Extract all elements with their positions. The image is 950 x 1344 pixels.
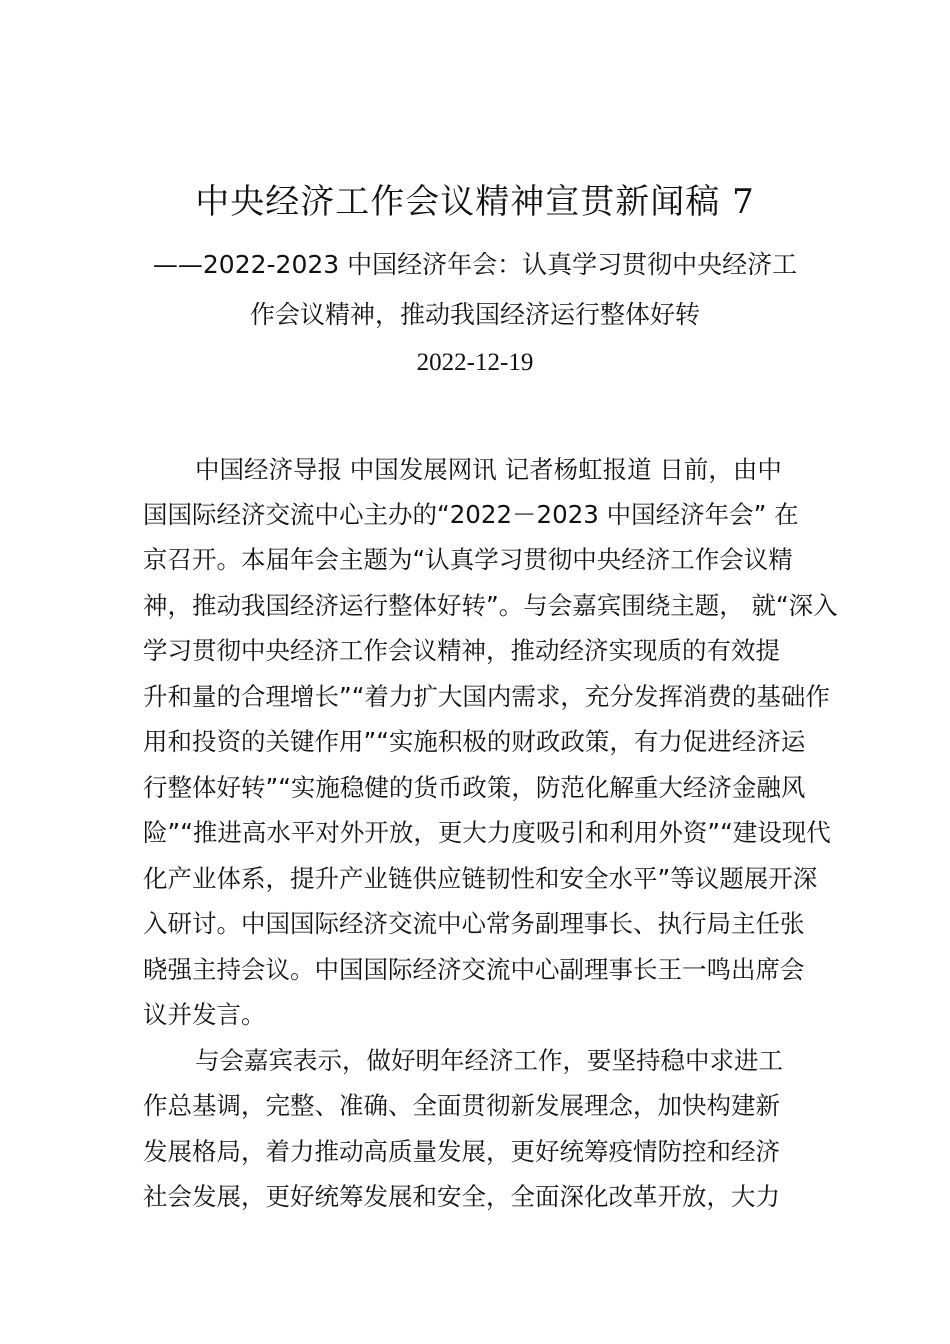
paragraph-line: 神，推动我国经济运行整体好转”。与会嘉宾围绕主题， 就“深入 <box>143 591 838 620</box>
paragraph-line: 入研讨。中国国际经济交流中心常务副理事长、执行局主任张 <box>143 909 805 938</box>
paragraph-line: 国国际经济交流中心主办的“2022－2023 中国经济年会” 在 <box>143 500 799 529</box>
paragraph-line: 化产业体系，提升产业链供应链韧性和安全水平”等议题展开深 <box>143 864 818 893</box>
paragraph-line: 社会发展，更好统筹发展和安全，全面深化改革开放，大力 <box>143 1182 780 1211</box>
paragraph-line: 京召开。本届年会主题为“认真学习贯彻中央经济工作会议精 <box>143 545 793 574</box>
paragraph-line: 作总基调，完整、准确、全面贯彻新发展理念，加快构建新 <box>143 1091 780 1120</box>
paragraph-line: 议并发言。 <box>143 1000 266 1029</box>
document-subtitle-line-1: ——2022-2023 中国经济年会：认真学习贯彻中央经济工 <box>152 250 798 279</box>
document-date: 2022-12-19 <box>416 349 534 376</box>
paragraph-line: 险”“推进高水平对外开放，更大力度吸引和利用外资”“建设现代 <box>143 818 831 847</box>
paragraph-line: 与会嘉宾表示，做好明年经济工作，要坚持稳中求进工 <box>195 1046 783 1075</box>
paragraph-line: 学习贯彻中央经济工作会议精神，推动经济实现质的有效提 <box>143 636 780 665</box>
paragraph-line: 升和量的合理增长”“着力扩大国内需求，充分发挥消费的基础作 <box>143 682 830 711</box>
paragraph-line: 用和投资的关键作用”“实施积极的财政政策，有力促进经济运 <box>143 727 806 756</box>
document-subtitle-line-2: 作会议精神，推动我国经济运行整体好转 <box>249 300 700 329</box>
paragraph-line: 发展格局，着力推动高质量发展，更好统筹疫情防控和经济 <box>143 1137 780 1166</box>
document-title: 中央经济工作会议精神宣贯新闻稿 7 <box>195 182 755 222</box>
paragraph-line: 晓强主持会议。中国国际经济交流中心副理事长王一鸣出席会 <box>143 955 805 984</box>
paragraph-line: 行整体好转”“实施稳健的货币政策，防范化解重大经济金融风 <box>143 773 806 802</box>
paragraph-line: 中国经济导报 中国发展网讯 记者杨虹报道 日前，由中 <box>195 455 782 484</box>
